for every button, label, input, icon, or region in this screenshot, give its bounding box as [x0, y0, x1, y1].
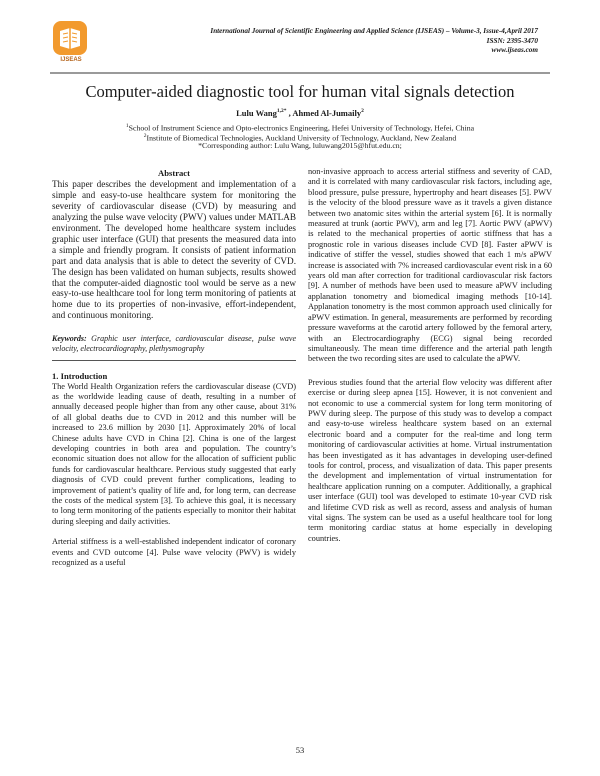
author-name: Ahmed Al-Jumaily — [292, 108, 362, 118]
page-number: 53 — [295, 745, 305, 755]
abstract-heading: Abstract — [158, 168, 190, 178]
section-divider — [52, 360, 296, 361]
author-list — [40, 108, 560, 118]
journal-name: International Journal of Scientific Engineering and Applied Science (IJSEAS) – Volume-3, Issue-4,April 2017 — [210, 27, 538, 35]
abstract-text: This paper describes the development and implementation of a simple and easy-to-use healthcare system for monitoring the severity of cardiovascular disease (CVD) by measuring and analyzing the pulse wave velocity (PWV) values under MATLAB environment. The developed home healthcare system includes graphic user interface (GUI) that presents the measured data into a simple and friendly program. It consists of patient information part and data analysis that is able to detect the severity of CVD. The design has been validated on human subjects, results showed that the computer-aided diagnostic tool would be serve as a new easy-to-use healthcare tool for long term monitoring of patients at home due to its properties of non-invasive, effort-independent, and continuous monitoring. — [52, 179, 296, 321]
body-paragraph: The World Health Organization refers the cardiovascular disease (CVD) as the worldwide leading cause of death, resulting in a number of annually deceased people higher than from any other cause, about 31% of all global deaths due to CVD in 2012 and this number will be increased to 23.6 million by 2030 [1]. Approximately 20% of local Chinese adults have CVD in China [2]. China is one of the largest developing countries in both area and population. The country’s economic situation does not allow for the allocation of sufficient public funds for cardiovascular healthcare. Pervious study suggested that early diagnosis of CVD could prevent further complications, leading to improvement of patient’s quality of life and, for long term, can decrease the costs of the medical system [3]. To achieve this goal, it is necessary to long term monitoring of the patients especially to monitor their habitat during sleeping and daily activities. — [52, 381, 296, 526]
affiliation-text: Institute of Biomedical Technologies, Auckland University of Technology, Auckland, New Zealand — [146, 133, 457, 143]
body-paragraph: Arterial stiffness is a well-established independent indicator of coronary events and CVD outcome [4]. Pulse wave velocity (PWV) is widely recognized as a useful — [52, 537, 296, 568]
keywords-label: Keywords: — [52, 334, 87, 344]
section-heading: 1. Introduction — [52, 371, 108, 382]
author-marker: 1,2* — [276, 108, 287, 115]
journal-issn: ISSN: 2395-3470 — [486, 36, 538, 45]
logo-label: IJSEAS — [60, 57, 82, 63]
keywords — [52, 334, 296, 354]
author-marker: 2 — [361, 108, 364, 115]
journal-website: www.ijseas.com — [491, 46, 538, 54]
body-paragraph: non-invasive approach to access arterial stiffness and severity of CAD, and it is correlated with many cardiovascular risk factors, including age, blood pressure, pulse pressure, hypertrophy and heart diseases [5]. PWV is the velocity of the blood pressure wave as it travels a given distance between two anatomic sites within the arterial system [6]. It is normally measured at trunk (aortic PWV), arm and leg [7]. Aortic PWV (aPWV) is related to the mechanical properties of aortic stiffness that has a prognostic role in various diseases include CVD [8]. Faster aPWV is indicative of stiffer the vessel, studies showed that each 1 m/s aPWV increase is associated with 7% increased cardiovascular event risk in a 60 years old man after correction for traditional cardiovascular risk factors [9]. A number of methods have been used to measure aPWV including applanation tonometry and biomedical imaging methods [10-14]. Applanation tonometry is the most common approach used clinically for aPWV estimation. In general, measurements are performed by recording pressure waveforms at the carotid artery followed by the femoral artery, with an Electrocardiography (ECG) signal being recorded simultaneously. The mean time difference and the arterial path length between the two recording sites are used to calculate the aPWV. — [308, 167, 552, 364]
corresponding-author: *Corresponding author: Lulu Wang, luluwang2015@hfut.edu.cn; — [198, 141, 402, 150]
author-separator: , — [286, 108, 293, 118]
right-column — [308, 167, 552, 544]
journal-info — [210, 27, 538, 56]
keywords-text: Graphic user interface, cardiovascular disease, pulse wave velocity, electrocardiography, plethysmography — [52, 334, 297, 354]
journal-logo-icon — [52, 20, 88, 56]
affiliation-marker: 2 — [143, 133, 147, 139]
paper-title: Computer-aided diagnostic tool for human vital signals detection — [85, 82, 515, 101]
body-paragraph: Previous studies found that the arterial flow velocity was different after exercise or during sleep apnea [15]. However, it is not convenient and not economic to use a commercial system for long term monitoring of PWV during sleep. The purpose of this study was to develop a compact and easy-to-use wireless healthcare system based on an external electronic board and a computer for the real-time and long term monitoring of cardiovascular activities at home. Virtual instrumentation has been investigated as it has advantages in developing user-defined tools for control, process, and visualization of data. This paper presents the development and implementation of virtual instrumentation for healthcare application running on a computer. Additionally, a graphical user interface (GUI) tool was developed to estimate 10-year CVD risk and lifetime CVD risk as well as record, assess and analysis of human vital signs. The system can be used as a useful healthcare tool for long term monitoring cardiac status at home especially in developing countries. — [308, 377, 552, 543]
left-column — [52, 168, 296, 569]
author-name: Lulu Wang — [236, 108, 277, 118]
header-divider — [50, 72, 550, 74]
affiliation-marker: 1 — [125, 123, 129, 129]
affiliation-text: School of Instrument Science and Opto-electronics Engineering, Hefei University of Technology, Hefei, China — [128, 123, 475, 133]
